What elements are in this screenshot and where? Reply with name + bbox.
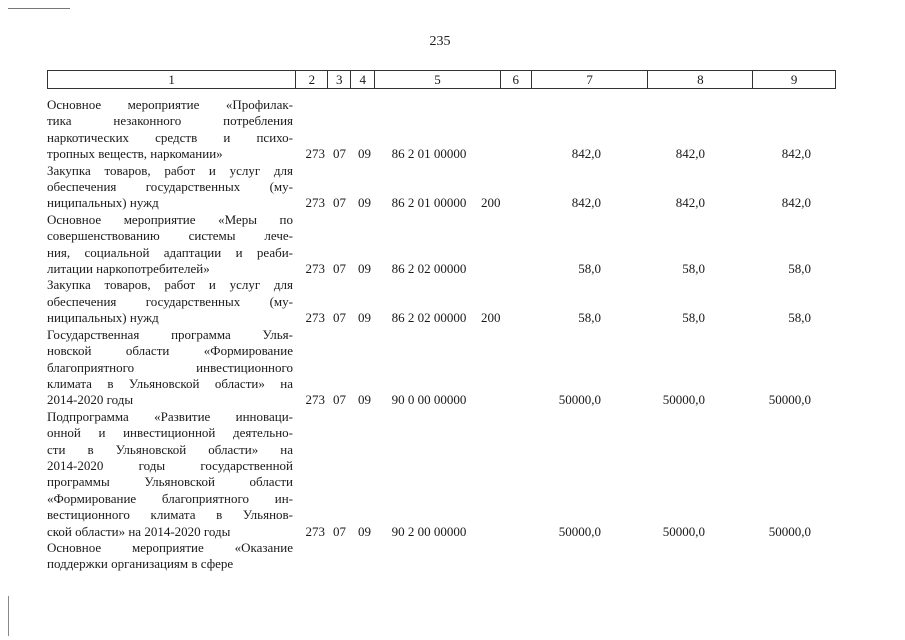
page-number: 235 bbox=[429, 34, 451, 49]
description-line: поддержки организациям в сфере bbox=[47, 556, 234, 572]
cell-c2: 273 bbox=[305, 261, 325, 277]
header-col-2: 2 bbox=[296, 71, 328, 88]
description-line: Государственная программа Улья- bbox=[47, 326, 293, 342]
cell-c5: 86 2 02 00000 bbox=[391, 261, 467, 277]
table-body bbox=[47, 97, 836, 573]
description-line: вестиционного климата в Ульянов- bbox=[47, 507, 293, 523]
description-line: наркотических средств и психо- bbox=[47, 129, 293, 145]
cell-c3: 07 bbox=[333, 261, 346, 277]
description-line: ской области» на 2014-2020 годы bbox=[47, 523, 231, 539]
table-row bbox=[47, 277, 836, 326]
cell-c7: 58,0 bbox=[578, 310, 601, 326]
description-line: Подпрограмма «Развитие инноваци- bbox=[47, 408, 293, 424]
cell-c4: 09 bbox=[358, 195, 371, 211]
description-line: ниципальных) нужд bbox=[47, 310, 159, 326]
header-col-6: 6 bbox=[501, 71, 532, 88]
header-col-7: 7 bbox=[532, 71, 649, 88]
cell-c4: 09 bbox=[358, 392, 371, 408]
cell-c3: 07 bbox=[333, 310, 346, 326]
header-col-9: 9 bbox=[790, 72, 798, 87]
row-description bbox=[47, 163, 293, 212]
description-line: 2014-2020 годы bbox=[47, 392, 134, 408]
description-line: Основное мероприятие «Оказание bbox=[47, 539, 293, 555]
cell-c2: 273 bbox=[305, 523, 325, 539]
description-line: «Формирование благоприятного ин- bbox=[47, 490, 293, 506]
cell-c8: 842,0 bbox=[675, 195, 705, 211]
description-line: обеспечения государственных (му- bbox=[47, 293, 293, 309]
cell-c5: 86 2 02 00000 bbox=[391, 310, 467, 326]
table-row bbox=[47, 97, 836, 163]
description-line: благоприятного инвестиционного bbox=[47, 359, 293, 375]
description-line: ния, социальной адаптации и реаби- bbox=[47, 244, 293, 260]
cell-c2: 273 bbox=[305, 146, 325, 162]
table-row bbox=[47, 540, 836, 573]
cell-c9: 58,0 bbox=[788, 261, 811, 277]
cell-c7: 842,0 bbox=[571, 146, 601, 162]
cell-c2: 273 bbox=[305, 310, 325, 326]
row-description bbox=[47, 277, 293, 326]
cell-c7: 842,0 bbox=[571, 195, 601, 211]
header-col-4: 4 bbox=[351, 71, 375, 88]
description-line: программы Ульяновской области bbox=[47, 474, 293, 490]
cell-c4: 09 bbox=[358, 146, 371, 162]
cell-c5: 86 2 01 00000 bbox=[391, 195, 467, 211]
description-line: Закупка товаров, работ и услуг для bbox=[47, 162, 293, 178]
table-row bbox=[47, 409, 836, 540]
cell-c4: 09 bbox=[358, 310, 371, 326]
cell-c8: 58,0 bbox=[682, 261, 705, 277]
cell-c3: 07 bbox=[333, 146, 346, 162]
description-line: тропных веществ, наркомании» bbox=[47, 146, 223, 162]
cell-c9: 842,0 bbox=[781, 195, 811, 211]
cell-c7: 58,0 bbox=[578, 261, 601, 277]
cell-c3: 07 bbox=[333, 523, 346, 539]
description-line: тика незаконного потребления bbox=[47, 113, 293, 129]
cell-c5: 90 0 00 00000 bbox=[391, 392, 467, 408]
header-col-1: 1 bbox=[48, 71, 296, 88]
description-line: онной и инвестиционной деятельно- bbox=[47, 425, 293, 441]
cell-c3: 07 bbox=[333, 195, 346, 211]
description-line: ниципальных) нужд bbox=[47, 195, 159, 211]
description-line: новской области «Формирование bbox=[47, 343, 293, 359]
cell-c4: 09 bbox=[358, 261, 371, 277]
cell-c8: 842,0 bbox=[675, 146, 705, 162]
table-row bbox=[47, 163, 836, 212]
table-row bbox=[47, 327, 836, 409]
cell-c3: 07 bbox=[333, 392, 346, 408]
row-description bbox=[47, 97, 293, 163]
row-description bbox=[47, 212, 293, 278]
description-line: обеспечения государственных (му- bbox=[47, 179, 293, 195]
cell-c6: 200 bbox=[481, 310, 501, 326]
description-line: литации наркопотребителей» bbox=[47, 261, 210, 277]
description-line: климата в Ульяновской области» на bbox=[47, 375, 293, 391]
description-line: совершенствованию системы лече- bbox=[47, 228, 293, 244]
row-description bbox=[47, 540, 293, 573]
cell-c9: 842,0 bbox=[781, 146, 811, 162]
description-line: Основное мероприятие «Профилак- bbox=[47, 97, 293, 112]
cell-c9: 50000,0 bbox=[768, 392, 811, 408]
scan-artifact-top bbox=[8, 8, 70, 9]
cell-c2: 273 bbox=[305, 392, 325, 408]
header-col-5: 5 bbox=[375, 71, 501, 88]
description-line: 2014-2020 годы государственной bbox=[47, 457, 293, 473]
cell-c5: 86 2 01 00000 bbox=[391, 146, 467, 162]
cell-c9: 50000,0 bbox=[768, 523, 811, 539]
cell-c5: 90 2 00 00000 bbox=[391, 523, 467, 539]
cell-c2: 273 bbox=[305, 195, 325, 211]
scan-artifact-left bbox=[8, 596, 9, 636]
cell-c7: 50000,0 bbox=[558, 392, 601, 408]
row-description bbox=[47, 327, 293, 409]
cell-c8: 50000,0 bbox=[662, 392, 705, 408]
header-col-8: 8 bbox=[648, 71, 753, 88]
description-line: Основное мероприятие «Меры по bbox=[47, 211, 293, 227]
header-col-3: 3 bbox=[328, 71, 351, 88]
cell-c7: 50000,0 bbox=[558, 523, 601, 539]
cell-c4: 09 bbox=[358, 523, 371, 539]
description-line: сти в Ульяновской области» на bbox=[47, 441, 293, 457]
table-row bbox=[47, 212, 836, 278]
row-description bbox=[47, 409, 293, 540]
cell-c8: 58,0 bbox=[682, 310, 705, 326]
cell-c6: 200 bbox=[481, 195, 501, 211]
table-header bbox=[47, 70, 836, 89]
cell-c8: 50000,0 bbox=[662, 523, 705, 539]
description-line: Закупка товаров, работ и услуг для bbox=[47, 277, 293, 293]
cell-c9: 58,0 bbox=[788, 310, 811, 326]
